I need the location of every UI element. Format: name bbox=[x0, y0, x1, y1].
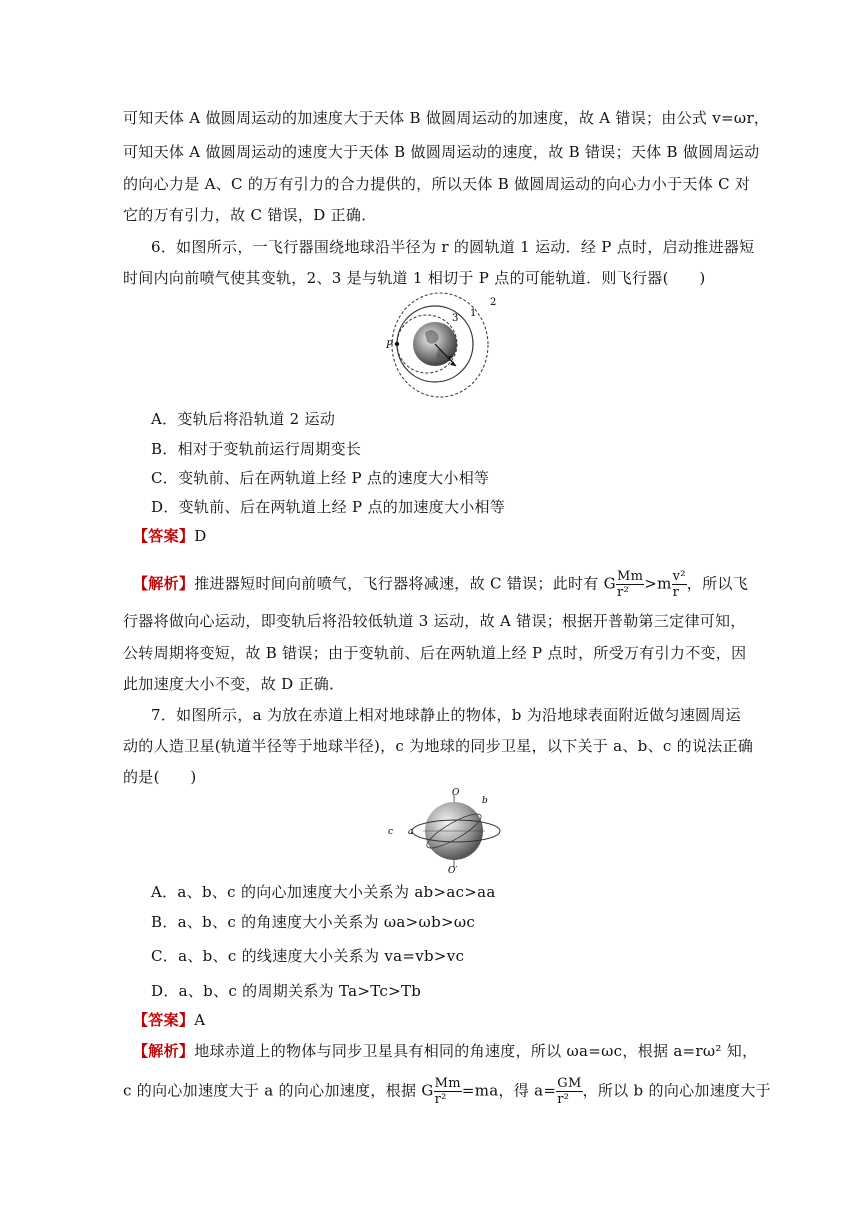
analysis-tag: 【解析】 bbox=[133, 574, 195, 593]
q6-answer-value: D bbox=[194, 527, 207, 545]
orbit-diagram bbox=[380, 291, 504, 401]
label-o: O bbox=[452, 788, 460, 798]
analysis-text: 推进器短时间向前喷气，飞行器将减速，故 C 错误；此时有 G bbox=[194, 574, 616, 593]
q7-answer-row bbox=[133, 1008, 205, 1032]
label-b: b bbox=[482, 796, 488, 806]
q7-stem-line-2: 动的人造卫星(轨道半径等于地球半径)，c 为地球的同步卫星，以下关于 a、b、c 的说法正确 bbox=[123, 737, 754, 755]
q7-option-a: A．a、b、c 的向心加速度大小关系为 ab>ac>aa bbox=[151, 883, 496, 901]
q6-analysis-line-4: 此加速度大小不变，故 D 正确． bbox=[123, 675, 345, 693]
analysis-text: =ma，得 a= bbox=[461, 1081, 557, 1100]
fraction-gm-r2: $\frac{GM}{\text{r²}}$ bbox=[557, 1076, 582, 1107]
intro-line-4: 它的万有引力，故 C 错误，D 正确． bbox=[123, 206, 377, 224]
label-a: a bbox=[408, 827, 414, 837]
q7-option-b: B．a、b、c 的角速度大小关系为 ωa>ωb>ωc bbox=[151, 913, 476, 931]
label-p: P bbox=[386, 340, 393, 351]
q7-answer-value: A bbox=[194, 1011, 206, 1029]
fraction-mm-r2: $\frac{Mm}{\text{r²}}$ bbox=[434, 1076, 461, 1107]
q6-option-a: A．变轨后将沿轨道 2 运动 bbox=[151, 410, 336, 428]
label-1: 1 bbox=[470, 308, 477, 319]
q6-answer-row bbox=[133, 524, 207, 548]
intro-line-3: 的向心力是 A、C 的万有引力的合力提供的，所以天体 B 做圆周运动的向心力小于天体 C 对 bbox=[123, 175, 751, 193]
analysis-text: c 的向心加速度大于 a 的向心加速度，根据 G bbox=[123, 1081, 434, 1100]
q6-option-b: B．相对于变轨前运行周期变长 bbox=[151, 440, 362, 458]
label-3: 3 bbox=[452, 313, 459, 324]
fraction-mm-r2: $\frac{Mm}{\text{r²}}$ bbox=[616, 569, 644, 600]
q7-analysis-line-1 bbox=[133, 1039, 758, 1063]
q6-stem-line-1: 6．如图所示，一飞行器围绕地球沿半径为 r 的圆轨道 1 运动．经 P 点时，启动推进器短 bbox=[151, 238, 755, 256]
q6-analysis-line-2: 行器将做向心运动，即变轨后将沿较低轨道 3 运动，故 A 错误；根据开普勒第三定律可知， bbox=[123, 612, 746, 630]
intro-line-2: 可知天体 A 做圆周运动的速度大于天体 B 做圆周运动的速度，故 B 错误；天体 B 做圆周运动 bbox=[123, 143, 760, 161]
q7-option-c: C．a、b、c 的线速度大小关系为 va=vb>vc bbox=[151, 947, 465, 965]
q6-analysis-line-3: 公转周期将变短，故 B 错误；由于变轨前、后在两轨道上经 P 点时，所受万有引力不变，因 bbox=[123, 644, 747, 662]
q6-analysis-line-1 bbox=[133, 569, 748, 600]
q7-stem-line-1: 7．如图所示，a 为放在赤道上相对地球静止的物体，b 为沿地球表面附近做匀速圆周运 bbox=[151, 706, 741, 724]
q6-option-d: D．变轨前、后在两轨道上经 P 点的加速度大小相等 bbox=[151, 498, 506, 516]
q7-stem-line-3: 的是( ) bbox=[123, 768, 197, 786]
label-c: c bbox=[388, 827, 394, 837]
q7-option-d: D．a、b、c 的周期关系为 Ta>Tc>Tb bbox=[151, 982, 422, 1000]
analysis-tag: 【解析】 bbox=[133, 1042, 195, 1060]
analysis-text: 地球赤道上的物体与同步卫星具有相同的角速度，所以 ωa=ωc，根据 a=rω² 知， bbox=[194, 1042, 758, 1060]
fraction-v2-r: $\frac{\text{v²}}{r}$ bbox=[672, 569, 686, 600]
intro-line-1: 可知天体 A 做圆周运动的加速度大于天体 B 做圆周运动的加速度，故 A 错误；由公式 v=ωr， bbox=[123, 109, 770, 127]
q6-stem-line-2: 时间内向前喷气使其变轨，2、3 是与轨道 1 相切于 P 点的可能轨道．则飞行器( ) bbox=[123, 269, 706, 287]
analysis-text: ，所以飞 bbox=[686, 574, 748, 593]
q6-option-c: C．变轨前、后在两轨道上经 P 点的速度大小相等 bbox=[151, 469, 490, 487]
answer-tag: 【答案】 bbox=[133, 1011, 195, 1029]
analysis-text: >m bbox=[644, 574, 672, 593]
label-r: r bbox=[448, 354, 453, 364]
point-p bbox=[395, 342, 399, 346]
analysis-text: ，所以 b 的向心加速度大于 bbox=[582, 1081, 771, 1100]
label-o-prime: O′ bbox=[448, 866, 458, 875]
answer-tag: 【答案】 bbox=[133, 527, 195, 545]
label-2: 2 bbox=[490, 297, 497, 308]
q7-analysis-line-2 bbox=[123, 1076, 771, 1107]
earth-satellite-diagram bbox=[383, 787, 503, 875]
